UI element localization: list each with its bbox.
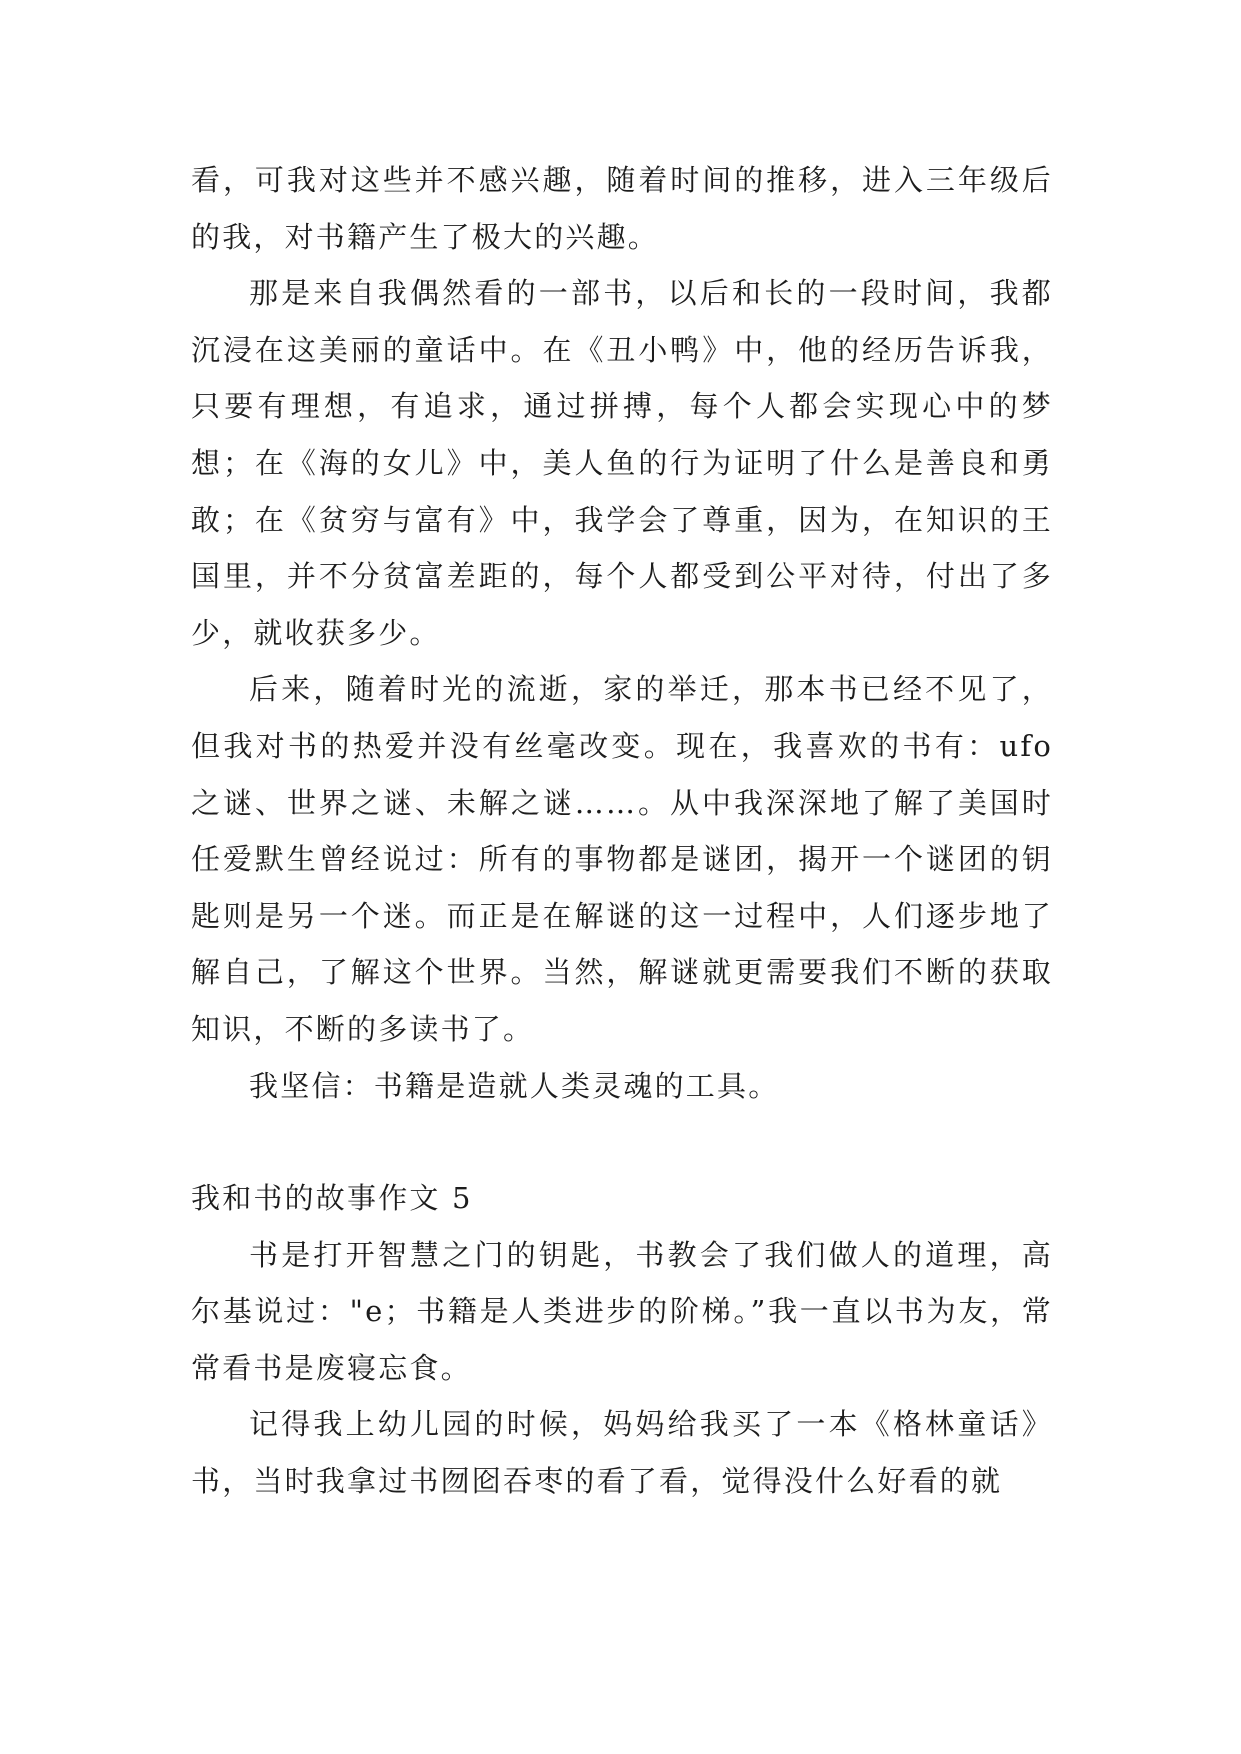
paragraph: 后来，随着时光的流逝，家的举迁，那本书已经不见了，但我对书的热爱并没有丝毫改变。现在，我喜欢的书有：ufo之谜、世界之谜、未解之谜……。从中我深深地了解了美国时任爱默生曾经说过：所有的事物都是谜团，揭开一个谜团的钥匙则是另一个迷。而正是在解谜的这一过程中，人们逐步地了解自己，了解这个世界。当然，解谜就更需要我们不断的获取知识，不断的多读书了。 bbox=[191, 672, 1053, 1046]
paragraph: 我坚信：书籍是造就人类灵魂的工具。 bbox=[249, 1068, 780, 1103]
paragraph: 记得我上幼儿园的时候，妈妈给我买了一本《格林童话》书，当时我拿过书囫囵吞枣的看了看，觉得没什么好看的就 bbox=[191, 1407, 1053, 1499]
section-heading: 我和书的故事作文 5 bbox=[191, 1181, 473, 1216]
paragraph: 书是打开智慧之门的钥匙，书教会了我们做人的道理，高尔基说过："e；书籍是人类进步的阶梯。”我一直以书为友，常常看书是废寝忘食。 bbox=[191, 1237, 1053, 1385]
paragraph: 看，可我对这些并不感兴趣，随着时间的推移，进入三年级后的我，对书籍产生了极大的兴趣。 bbox=[191, 163, 1053, 254]
paragraph: 那是来自我偶然看的一部书，以后和长的一段时间，我都沉浸在这美丽的童话中。在《丑小鸭》中，他的经历告诉我，只要有理想，有追求，通过拼搏，每个人都会实现心中的梦想；在《海的女儿》中，美人鱼的行为证明了什么是善良和勇敢；在《贫穷与富有》中，我学会了尊重，因为，在知识的王国里，并不分贫富差距的，每个人都受到公平对待，付出了多少，就收获多少。 bbox=[191, 276, 1053, 650]
document-page bbox=[191, 152, 1053, 1510]
